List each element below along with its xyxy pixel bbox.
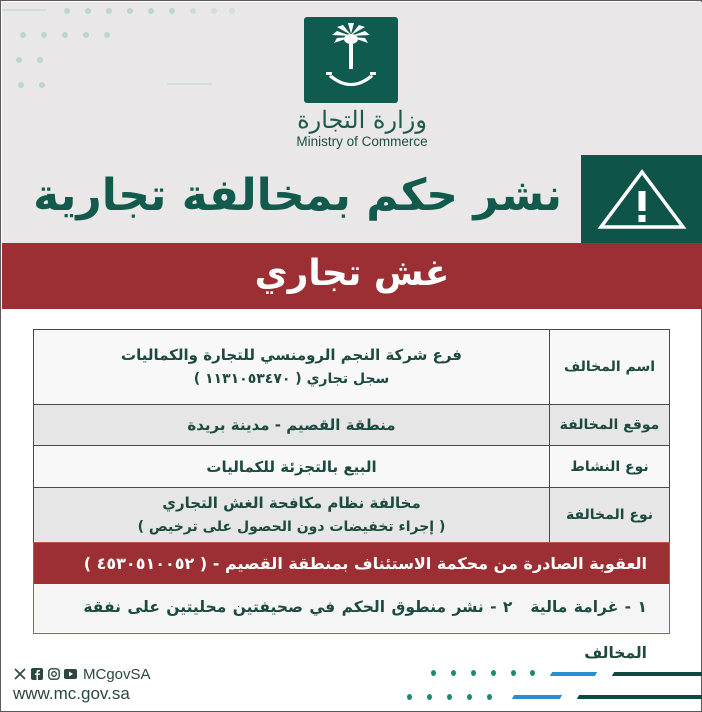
website-link[interactable]: www.mc.gov.sa bbox=[13, 684, 130, 703]
decorative-dot bbox=[491, 670, 496, 676]
decorative-dot bbox=[104, 32, 110, 38]
page-title: نشر حكم بمخالفة تجارية bbox=[33, 170, 562, 221]
decorative-dot bbox=[467, 694, 472, 700]
violation-location: منطقة القصيم - مدينة بريدة bbox=[187, 416, 396, 434]
penalty-item: ٢ - نشر منطوق الحكم في صحيفتين محليتين على نفقة المخالف bbox=[83, 598, 647, 662]
row-label: اسم المخالف bbox=[549, 330, 669, 404]
social-handle[interactable]: MCgovSA bbox=[83, 665, 151, 683]
decorative-dot bbox=[471, 670, 476, 676]
violation-detail: ( إجراء تخفيضات دون الحصول على ترخيص ) bbox=[137, 519, 446, 535]
decorative-dot bbox=[39, 82, 45, 88]
decorative-bar bbox=[512, 695, 562, 699]
decorative-dot bbox=[41, 32, 47, 38]
decorative-dot bbox=[431, 670, 436, 676]
facebook-icon[interactable] bbox=[30, 668, 43, 681]
violation-type: مخالفة نظام مكافحة الغش التجاري bbox=[162, 494, 421, 512]
decorative-dot bbox=[407, 694, 412, 700]
decorative-dot bbox=[83, 32, 89, 38]
row-label: نوع المخالفة bbox=[549, 488, 669, 542]
table-row bbox=[34, 404, 669, 445]
penalty-items bbox=[34, 584, 669, 662]
decorative-dot bbox=[85, 8, 91, 14]
row-label: موقع المخالفة bbox=[549, 405, 669, 445]
decorative-dot bbox=[211, 8, 217, 14]
decorative-dot bbox=[169, 8, 175, 14]
row-label: نوع النشاط bbox=[549, 446, 669, 487]
row-value bbox=[34, 488, 549, 542]
decorative-dot bbox=[427, 694, 432, 700]
decorative-dot bbox=[487, 694, 492, 700]
ministry-logo bbox=[304, 17, 398, 103]
decorative-bar bbox=[577, 695, 702, 699]
ministry-name-arabic: وزارة التجارة bbox=[297, 106, 427, 134]
violation-category-banner bbox=[2, 243, 702, 309]
table-row bbox=[34, 445, 669, 487]
decorative-dot bbox=[511, 670, 516, 676]
palm-and-swords-icon bbox=[304, 17, 398, 103]
decorative-dot bbox=[530, 670, 535, 676]
decorative-bar bbox=[550, 672, 597, 676]
table-row bbox=[34, 487, 669, 542]
decorative-dot bbox=[64, 8, 70, 14]
violation-details-table bbox=[33, 329, 670, 543]
penalty-heading: العقوبة الصادرة من محكمة الاستئناف بمنطقة القصيم - ( ٤٥٣٠٥١٠٠٥٢ ) bbox=[34, 543, 669, 584]
x-icon[interactable] bbox=[13, 668, 26, 681]
warning-triangle-icon bbox=[597, 169, 687, 231]
warning-badge bbox=[581, 155, 702, 243]
decorative-dot bbox=[451, 670, 456, 676]
row-value bbox=[34, 446, 549, 487]
decorative-bar bbox=[612, 672, 702, 676]
decorative-line bbox=[2, 9, 46, 11]
violator-name: فرع شركة النجم الرومنسي للتجارة والكماليات bbox=[121, 346, 462, 364]
row-value bbox=[34, 330, 549, 404]
penalty-item: ١ - غرامة مالية bbox=[530, 598, 647, 616]
table-row bbox=[34, 330, 669, 404]
decorative-dot bbox=[37, 57, 43, 63]
decorative-dot bbox=[106, 8, 112, 14]
violation-category: غش تجاري bbox=[254, 253, 450, 294]
ministry-name-english: Ministry of Commerce bbox=[296, 134, 428, 149]
decorative-dot bbox=[447, 694, 452, 700]
decorative-dot bbox=[16, 57, 22, 63]
decorative-dot bbox=[62, 32, 68, 38]
decorative-dot bbox=[190, 8, 196, 14]
decorative-dot bbox=[229, 8, 235, 14]
youtube-icon[interactable] bbox=[64, 668, 77, 681]
row-value bbox=[34, 405, 549, 445]
decorative-dot bbox=[18, 82, 24, 88]
activity-type: البيع بالتجزئة للكماليات bbox=[206, 457, 377, 476]
penalty-box bbox=[33, 542, 670, 662]
decorative-dot bbox=[20, 32, 26, 38]
decorative-dot bbox=[127, 8, 133, 14]
commercial-registration: سجل تجاري ( ١١٣١٠٥٣٤٧٠ ) bbox=[193, 371, 390, 387]
decorative-line bbox=[167, 83, 212, 85]
decorative-dot bbox=[148, 8, 154, 14]
instagram-icon[interactable] bbox=[47, 668, 60, 681]
social-links bbox=[13, 665, 151, 683]
